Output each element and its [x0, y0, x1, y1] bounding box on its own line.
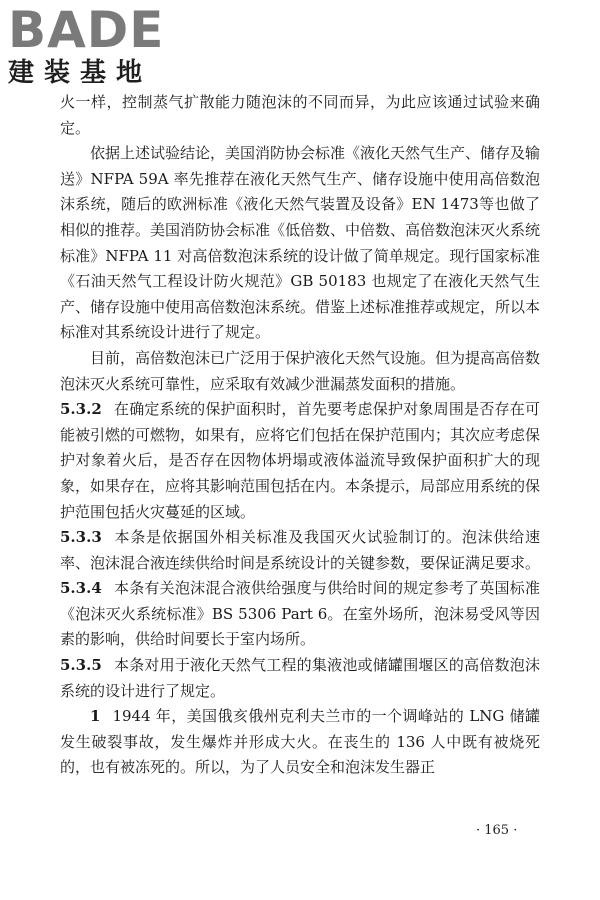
paragraph-text: 本条是依据国外相关标准及我国灭火试验制订的。泡沫供给速率、泡沫混合液连续供给时间是系统设计的关键参数，要保证满足要求。: [60, 528, 541, 572]
paragraph-text: 在确定系统的保护面积时，首先要考虑保护对象周围是否存在可能被引燃的可燃物，如果有，应将它们包括在保护范围内；其次应考虑保护对象着火后，是否存在因物体坍塌或液体溢流导致保护面积扩大的现象，如果存在，应将其影响范围包括在内。本条提示，局部应用系统的保护范围包括火灾蔓延的区域。: [60, 400, 541, 521]
paragraph: [60, 346, 540, 397]
clause-number: 1: [90, 707, 101, 726]
document-body: [60, 90, 540, 781]
bade-logo: [8, 1, 178, 90]
paragraph-text: 目前，高倍数泡沫已广泛用于保护液化天然气设施。但为提高高倍数泡沫灭火系统可靠性，应采取有效减少泄漏蒸发面积的措施。: [60, 348, 541, 393]
paragraph: [60, 141, 540, 346]
page-number: · 165 ·: [476, 823, 518, 838]
clause-5-3-4: [60, 576, 540, 653]
paragraph: [60, 90, 540, 141]
paragraph-text: 本条对用于液化天然气工程的集液池或储罐围堰区的高倍数泡沫系统的设计进行了规定。: [60, 656, 540, 700]
logo-wordmark: BADE: [8, 1, 165, 59]
logo-subtitle: 建装基地: [8, 58, 153, 88]
clause-5-3-2: [60, 397, 540, 525]
paragraph-text: 依据上述试验结论，美国消防协会标准《液化天然气生产、储存及输送》NFPA 59A 率先推荐在液化天然气生产、储存设施中使用高倍数泡沫系统，随后的欧洲标准《液化天然气装置及设备》EN 1473等也做了相似的推荐。美国消防协会标准《低倍数、中倍数、高倍数泡沫灭火系统标准》NFPA 11 对高倍数泡沫系统的设计做了简单规定。现行国家标准《石油天然气工程设计防火规范》GB 50183 也规定了在液化天然气生产、储存设施中使用高倍数泡沫系统。借鉴上述标准推荐或规定，所以本标准对其系统设计进行了规定。: [60, 144, 541, 342]
clause-number: 5.3.2: [60, 400, 102, 419]
paragraph-text: 火一样，控制蒸气扩散能力随泡沫的不同而异，为此应该通过试验来确定。: [60, 93, 540, 137]
paragraph-text: 本条有关泡沫混合液供给强度与供给时间的规定参考了英国标准《泡沫灭火系统标准》BS 5306 Part 6。在室外场所，泡沫易受风等因素的影响，供给时间要长于室内场所。: [60, 579, 540, 649]
clause-1: [60, 704, 540, 781]
clause-number: 5.3.3: [60, 528, 102, 547]
clause-5-3-3: [60, 525, 540, 576]
paragraph-text: 1944 年，美国俄亥俄州克利夫兰市的一个调峰站的 LNG 储罐发生破裂事故，发生爆炸并形成大火。在丧生的 136 人中既有被烧死的，也有被冻死的。所以，为了人员安全和泡沫发生器正: [60, 707, 540, 777]
clause-number: 5.3.5: [60, 656, 102, 675]
clause-number: 5.3.4: [60, 579, 102, 598]
clause-5-3-5: [60, 653, 540, 704]
